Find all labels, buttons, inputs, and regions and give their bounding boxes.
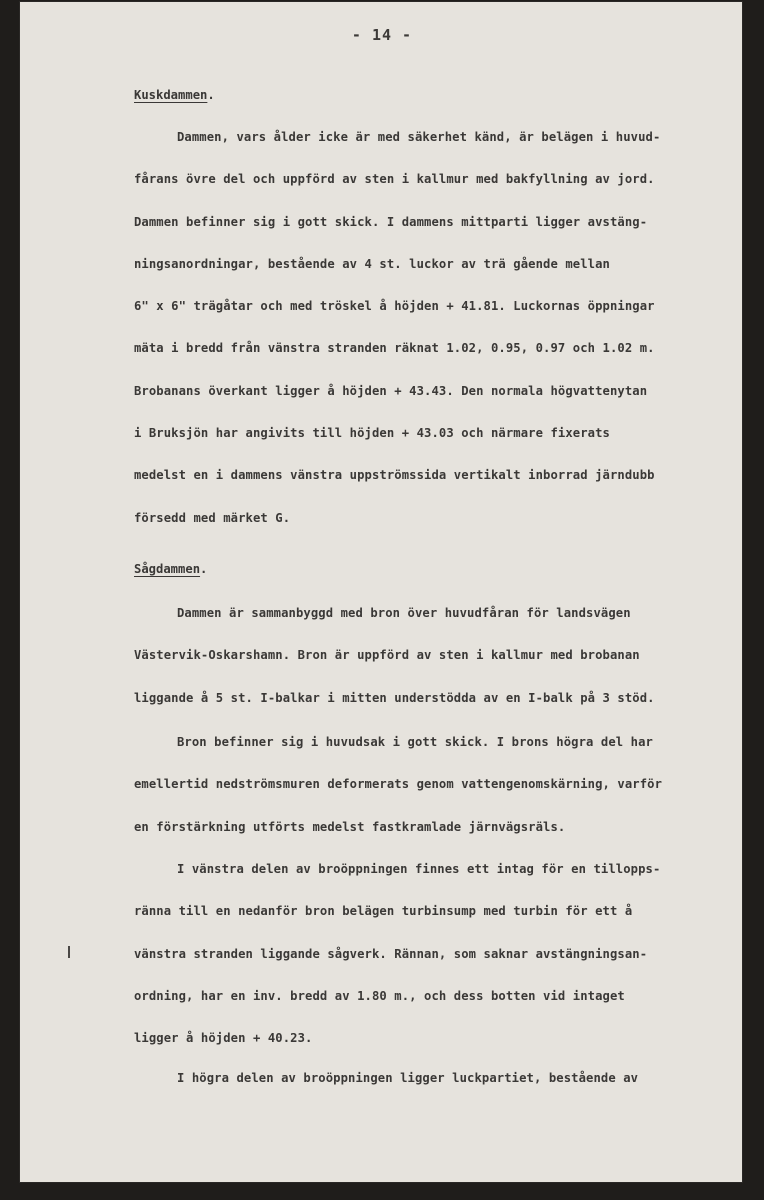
text-line: Dammen är sammanbyggd med bron över huvudfåran för landsvägen [177, 606, 631, 620]
text-line: Brobanans överkant ligger å höjden + 43.43. Den normala högvattenytan [134, 383, 648, 398]
text-line: ordning, har en inv. bredd av 1.80 m., och dess botten vid intaget [134, 988, 625, 1003]
paragraph-sagdammen-1 [134, 592, 724, 719]
text-line: I högra delen av broöppningen ligger luckpartiet, bestående av [177, 1071, 639, 1085]
text-line: I vänstra delen av broöppningen finnes ett intag för en tillopps- [177, 862, 661, 876]
text-line: medelst en i dammens vänstra uppströmssida vertikalt inborrad järndubb [134, 468, 655, 483]
text-line: fårans övre del och uppförd av sten i kallmur med bakfyllning av jord. [134, 172, 655, 187]
text-line: Västervik-Oskarshamn. Bron är uppförd av sten i kallmur med brobanan [134, 648, 640, 663]
text-line: emellertid nedströmsmuren deformerats genom vattengenomskärning, varför [134, 777, 663, 792]
section-heading-sagdammen [134, 562, 207, 576]
heading-text: Kuskdammen [134, 88, 208, 102]
heading-text: Sågdammen [134, 562, 201, 576]
text-line: ränna till en nedanför bron belägen turbinsump med turbin för ett å [134, 904, 633, 919]
text-line: Dammen, vars ålder icke är med säkerhet känd, är belägen i huvud- [177, 130, 661, 144]
text-line: 6" x 6" trägåtar och med tröskel å höjden + 41.81. Luckornas öppningar [134, 299, 655, 314]
margin-mark [68, 946, 70, 958]
paragraph-sagdammen-4 [134, 1057, 724, 1099]
text-line: vänstra stranden liggande sågverk. Rännan, som saknar avstängningsan- [134, 946, 648, 961]
text-line: en förstärkning utförts medelst fastkramlade järnvägsräls. [134, 819, 566, 834]
paragraph-sagdammen-2 [134, 721, 724, 848]
text-line: ningsanordningar, bestående av 4 st. luckor av trä gående mellan [134, 256, 610, 271]
heading-period: . [200, 562, 208, 576]
paragraph-sagdammen-3 [134, 848, 724, 1059]
text-line: Bron befinner sig i huvudsak i gott skick. I brons högra del har [177, 735, 653, 749]
heading-period: . [207, 88, 215, 102]
section-heading-kuskdammen [134, 88, 215, 102]
text-line: mäta i bredd från vänstra stranden räknat 1.02, 0.95, 0.97 och 1.02 m. [134, 341, 655, 356]
page-number: - 14 - [351, 26, 413, 44]
text-line: försedd med märket G. [134, 510, 291, 525]
text-line: ligger å höjden + 40.23. [134, 1031, 313, 1046]
paragraph-kuskdammen [134, 116, 724, 539]
text-line: Dammen befinner sig i gott skick. I dammens mittparti ligger avstäng- [134, 214, 648, 229]
text-line: i Bruksjön har angivits till höjden + 43.03 och närmare fixerats [134, 426, 610, 441]
text-line: liggande å 5 st. I-balkar i mitten understödda av en I-balk på 3 stöd. [134, 690, 655, 705]
